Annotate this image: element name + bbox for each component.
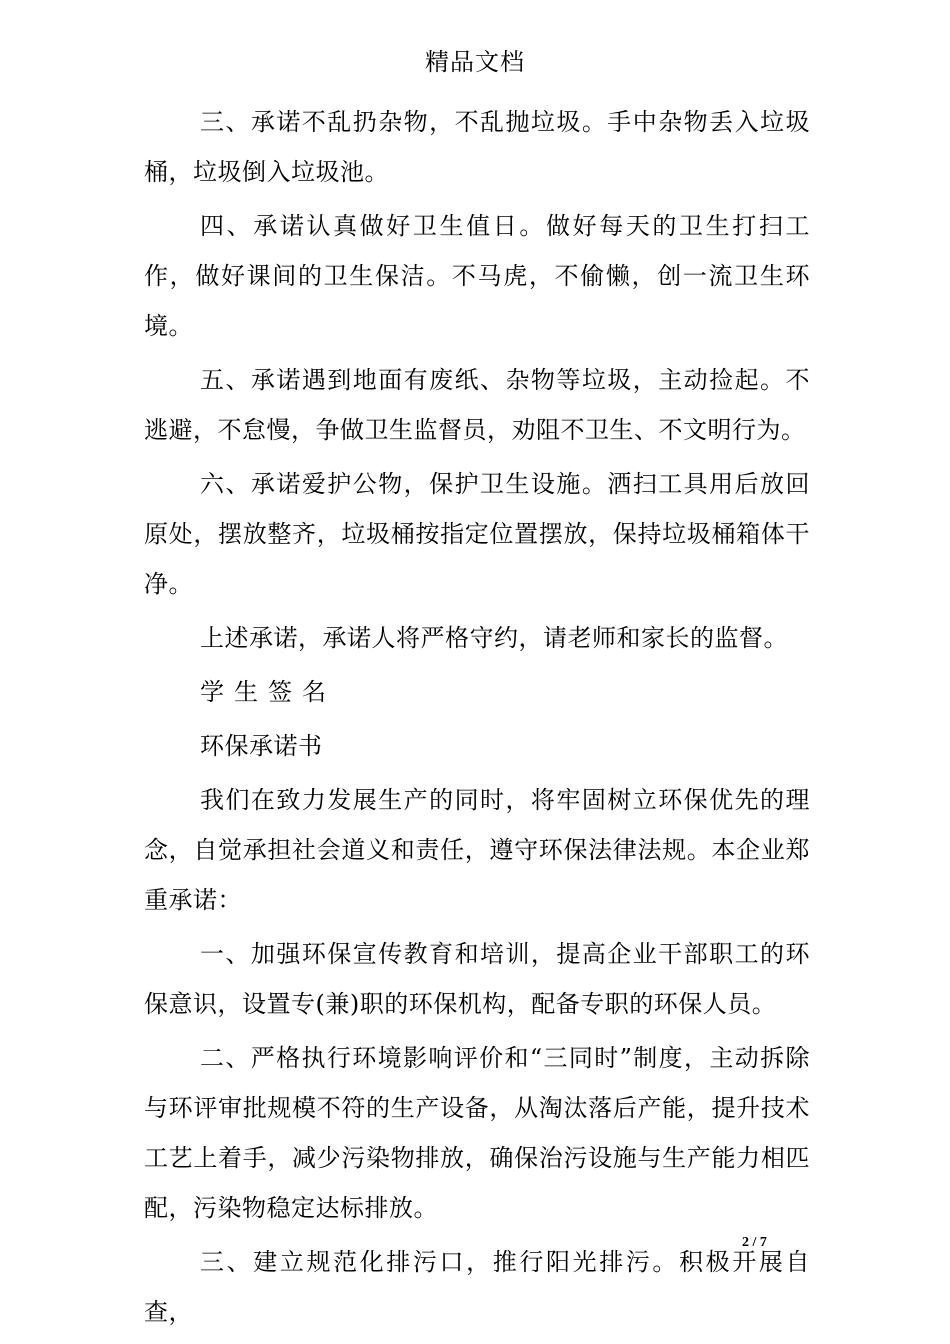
paragraph-pledge-summary: 上述承诺，承诺人将严格守约，请老师和家长的监督。	[200, 624, 788, 652]
paragraph-env-3: 三、建立规范化排污口，推行阳光排污。积极开展自查，	[144, 1248, 810, 1326]
page-header-title: 精品文档	[425, 48, 525, 76]
paragraph-env-intro: 我们在致力发展生产的同时，将牢固树立环保优先的理念，自觉承担社会道义和责任，遵守环保法律法规。本企业郑重承诺：	[144, 786, 810, 914]
paragraph-env-2: 二、严格执行环境影响评价和“三同时”制度，主动拆除与环评审批规模不符的生产设备，从淘汰落后产能，提升技术工艺上着手，减少污染物排放，确保治污设施与生产能力相匹配，污染物稳定达标排放。	[144, 1044, 810, 1222]
paragraph-pledge-3: 三、承诺不乱扔杂物，不乱抛垃圾。手中杂物丢入垃圾桶，垃圾倒入垃圾池。	[144, 108, 810, 186]
student-signature-label: 学生签名	[200, 678, 336, 706]
paragraph-pledge-4: 四、承诺认真做好卫生值日。做好每天的卫生打扫工作，做好课间的卫生保洁。不马虎，不偷懒，创一流卫生环境。	[144, 212, 810, 340]
page-number: 2 / 7	[742, 1235, 767, 1250]
paragraph-pledge-6: 六、承诺爱护公物，保护卫生设施。洒扫工具用后放回原处，摆放整齐，垃圾桶按指定位置摆放，保持垃圾桶箱体干净。	[144, 470, 810, 598]
paragraph-pledge-5: 五、承诺遇到地面有废纸、杂物等垃圾，主动捡起。不逃避，不怠慢，争做卫生监督员，劝阻不卫生、不文明行为。	[144, 366, 810, 444]
section-title-env-pledge: 环保承诺书	[200, 732, 323, 760]
document-body	[144, 97, 810, 1341]
paragraph-env-1: 一、加强环保宣传教育和培训，提高企业干部职工的环保意识，设置专(兼)职的环保机构，配备专职的环保人员。	[144, 940, 810, 1018]
